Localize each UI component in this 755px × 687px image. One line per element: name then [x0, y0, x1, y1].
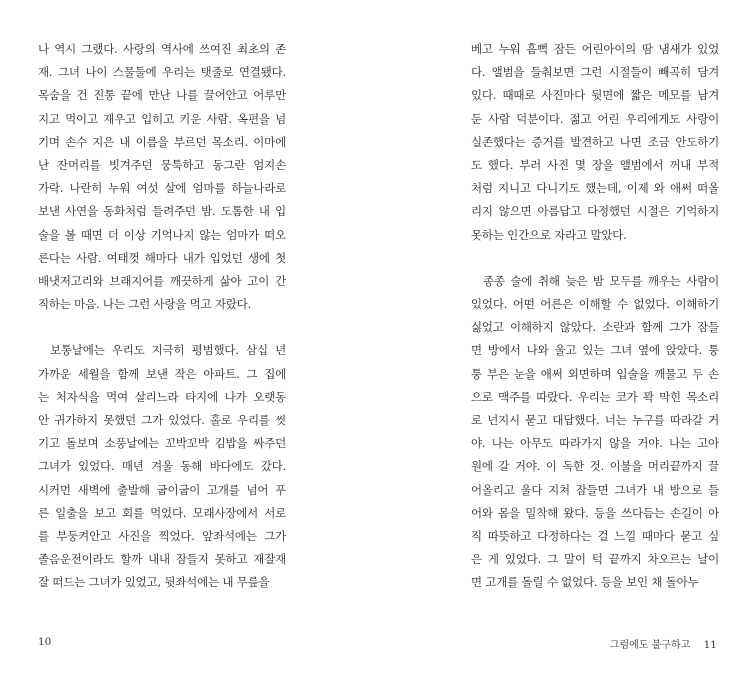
text-line: 리지 않으면 아름답고 다정했던 시절은 기억하지 — [471, 204, 719, 219]
text-line: 기고 돌보며 소풍날에는 꼬박꼬박 김밥을 싸주던 — [38, 436, 286, 451]
text-line: 보낸 사연을 동화처럼 들려주던 밤. 도톰한 내 입 — [38, 204, 286, 219]
text-line: 야. 나는 아무도 따라가지 않을 거야. 나는 고아 — [471, 436, 719, 451]
text-line: 목숨을 건 진통 끝에 만난 나를 끌어안고 어루만 — [38, 88, 286, 103]
text-line: 그녀가 있었다. 매년 겨울 동해 바다에도 갔다. — [38, 459, 286, 474]
paragraph-gap — [38, 316, 286, 339]
text-line: 실존했다는 증거를 발견하고 나면 조금 안도하기 — [471, 134, 719, 149]
text-line: 난 잔머리를 빗겨주던 뭉툭하고 동그란 엄지손 — [38, 157, 286, 172]
page-number-right: 11 — [703, 639, 717, 651]
running-head: 그럼에도 불구하고 — [609, 640, 691, 651]
left-page — [0, 0, 377, 687]
text-line: 지고 먹이고 재우고 입히고 키운 사람. 옥편을 넘 — [38, 111, 286, 126]
left-page-body — [38, 38, 286, 595]
paragraph-1 — [38, 38, 286, 316]
text-line: 른다는 사람. 여태껏 해마다 내가 입었던 생에 첫 — [38, 250, 286, 265]
text-line: 가락. 나란히 누워 여섯 살에 엄마를 하늘나라로 — [38, 181, 286, 196]
text-line: 졸음운전이라도 할까 내내 잠들지 못하고 재잘재 — [38, 552, 286, 567]
text-line: 기며 손수 지은 내 이름을 부르던 목소리. 이마에 — [38, 134, 286, 149]
text-line: 재. 그녀 나이 스물둘에 우리는 탯줄로 연결됐다. — [38, 65, 286, 80]
text-line: 른 일출을 보고 회를 먹었다. 모래사장에서 서로 — [38, 505, 286, 520]
text-line: 직하는 마음. 나는 그런 사랑을 먹고 자랐다. — [38, 297, 252, 312]
right-page-body — [471, 38, 719, 595]
text-line: 처럼 지니고 다니기도 했는데, 이제 와 애써 떠올 — [471, 181, 719, 196]
paragraph-4 — [471, 270, 719, 595]
text-line: 면 고개를 돌릴 수 없었다. 등을 보인 채 돌아누 — [471, 575, 699, 590]
text-line: 배냇저고리와 브래지어를 깨끗하게 삶아 고이 간 — [38, 273, 286, 288]
right-page — [377, 0, 755, 687]
text-line: 베고 누워 흠뻑 잠든 어린아이의 땀 냄새가 있었 — [471, 42, 719, 56]
text-line: 싫었고 이해하지 않았다. 소란과 함께 그가 잠들 — [471, 320, 719, 335]
page-footer-right — [610, 636, 717, 651]
text-line: 는 처자식을 먹여 살리느라 타지에 나가 오랫동 — [38, 389, 286, 404]
text-line: 둔 사람 덕분이다. 젊고 어린 우리에게도 사랑이 — [471, 111, 719, 126]
text-line: 도 했다. 부러 사진 몇 장을 앨범에서 꺼내 부적 — [471, 157, 719, 172]
text-line: 안 귀가하지 못했던 그가 있었다. 홀로 우리를 씻 — [38, 413, 286, 427]
text-line: 를 부둥켜안고 사진을 찍었다. 앞좌석에는 그가 — [38, 528, 286, 543]
text-line: 가까운 세월을 함께 보낸 작은 아파트. 그 집에 — [38, 366, 286, 381]
text-line: 보통날에는 우리도 지극히 평범했다. 삼십 년 — [50, 343, 286, 358]
text-line: 있었다. 어떤 어른은 이해할 수 없었다. 이해하기 — [471, 297, 719, 312]
paragraph-3 — [471, 38, 719, 247]
page-number-left: 10 — [38, 636, 52, 648]
text-line: 다. 앨범을 들춰보면 그런 시절들이 빼곡히 담겨 — [471, 65, 719, 80]
text-line: 종종 술에 취해 늦은 밤 모두를 깨우는 사람이 — [483, 273, 719, 288]
text-line: 으로 맥주를 따랐다. 우리는 코가 꽉 막힌 목소리 — [471, 389, 719, 404]
paragraph-gap — [471, 247, 719, 270]
text-line: 술을 볼 때면 더 이상 기억나지 않는 엄마가 떠오 — [38, 227, 286, 242]
text-line: 못하는 인간으로 자라고 말았다. — [471, 227, 627, 242]
text-line: 있다. 때때로 사진마다 뒷면에 짧은 메모를 남겨 — [471, 88, 719, 103]
text-line: 직 따뜻하고 다정하다는 걸 느낄 때마다 묻고 싶 — [471, 528, 719, 543]
text-line: 은 게 있었다. 그 말이 턱 끝까지 차오르는 날이 — [471, 552, 719, 567]
text-line: 면 방에서 나와 울고 있는 그녀 옆에 앉았다. 퉁 — [471, 343, 719, 358]
text-line: 어올리고 울다 지쳐 잠들면 그녀가 내 방으로 들 — [471, 482, 719, 497]
text-line: 어와 몸을 밀착해 왔다. 등을 쓰다듬는 손길이 아 — [471, 505, 719, 520]
text-line: 나 역시 그랬다. 사랑의 역사에 쓰여진 최초의 존 — [38, 42, 286, 56]
text-line: 퉁 부은 눈을 애써 외면하며 입술을 깨물고 두 손 — [471, 366, 719, 381]
text-line: 로 넌지시 묻고 대답했다. 너는 누구를 따라갈 거 — [471, 413, 719, 427]
text-line: 잘 떠드는 그녀가 있었고, 뒷좌석에는 내 무릎을 — [38, 575, 270, 590]
text-line: 원에 갈 거야. 이 독한 것. 이불을 머리끝까지 끌 — [471, 459, 719, 474]
text-line: 시커먼 새벽에 출발해 굽이굽이 고개를 넘어 푸 — [38, 482, 286, 497]
paragraph-2 — [38, 339, 286, 594]
